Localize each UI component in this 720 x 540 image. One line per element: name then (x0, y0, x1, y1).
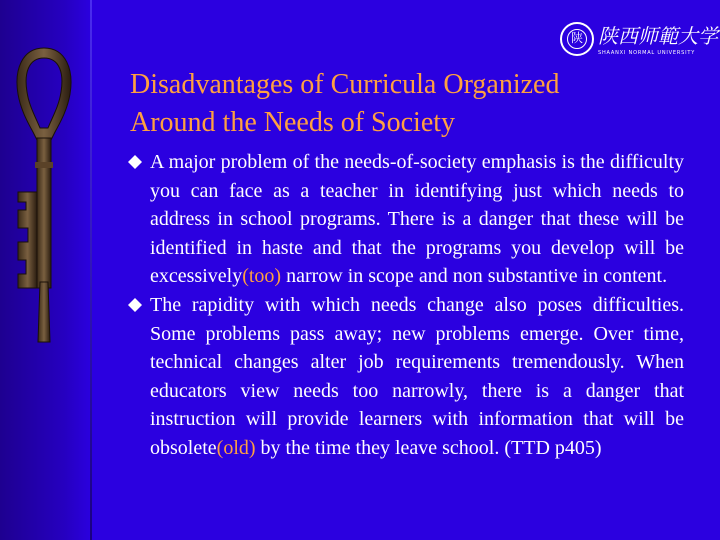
slide-body (128, 148, 684, 463)
slide-title (130, 66, 690, 142)
university-english-name: SHAANXI NORMAL UNIVERSITY (598, 50, 696, 56)
bullet-2-text: The rapidity with which needs change also poses difficulties. Some problems pass away; new problems emerge. Over time, technical changes alter job requirements tremendously. When educators view needs too narrowly, there is a danger that instruction will provide learners with information that will be obsolete (150, 293, 684, 459)
bullet-1-highlight: (too) (242, 265, 282, 288)
bullet-2-highlight: (old) (216, 436, 256, 459)
diamond-bullet-icon (128, 155, 142, 169)
university-chinese-name: 陕西师範大学 (598, 24, 718, 48)
seal-character: 陕 (570, 31, 583, 45)
university-logo (560, 22, 718, 62)
title-line-1: Disadvantages of Curricula Organized (130, 69, 560, 100)
bullet-item-1 (128, 148, 684, 291)
title-line-2: Around the Needs of Society (130, 107, 456, 138)
antique-key-icon (4, 42, 84, 352)
bullet-item-2 (128, 291, 684, 463)
bullet-1-text-end: narrow in scope and non substantive in content. (281, 265, 668, 288)
bullet-1-text: A major problem of the needs-of-society emphasis is the difficulty you can face as a teacher in identifying just which needs to address in school programs. There is a danger that these will be identified in haste and that the programs you develop will be excessively (150, 151, 684, 288)
diamond-bullet-icon (128, 298, 142, 312)
left-decorative-band (0, 0, 92, 540)
bullet-2-text-end: by the time they leave school. (TTD p405) (255, 436, 602, 459)
